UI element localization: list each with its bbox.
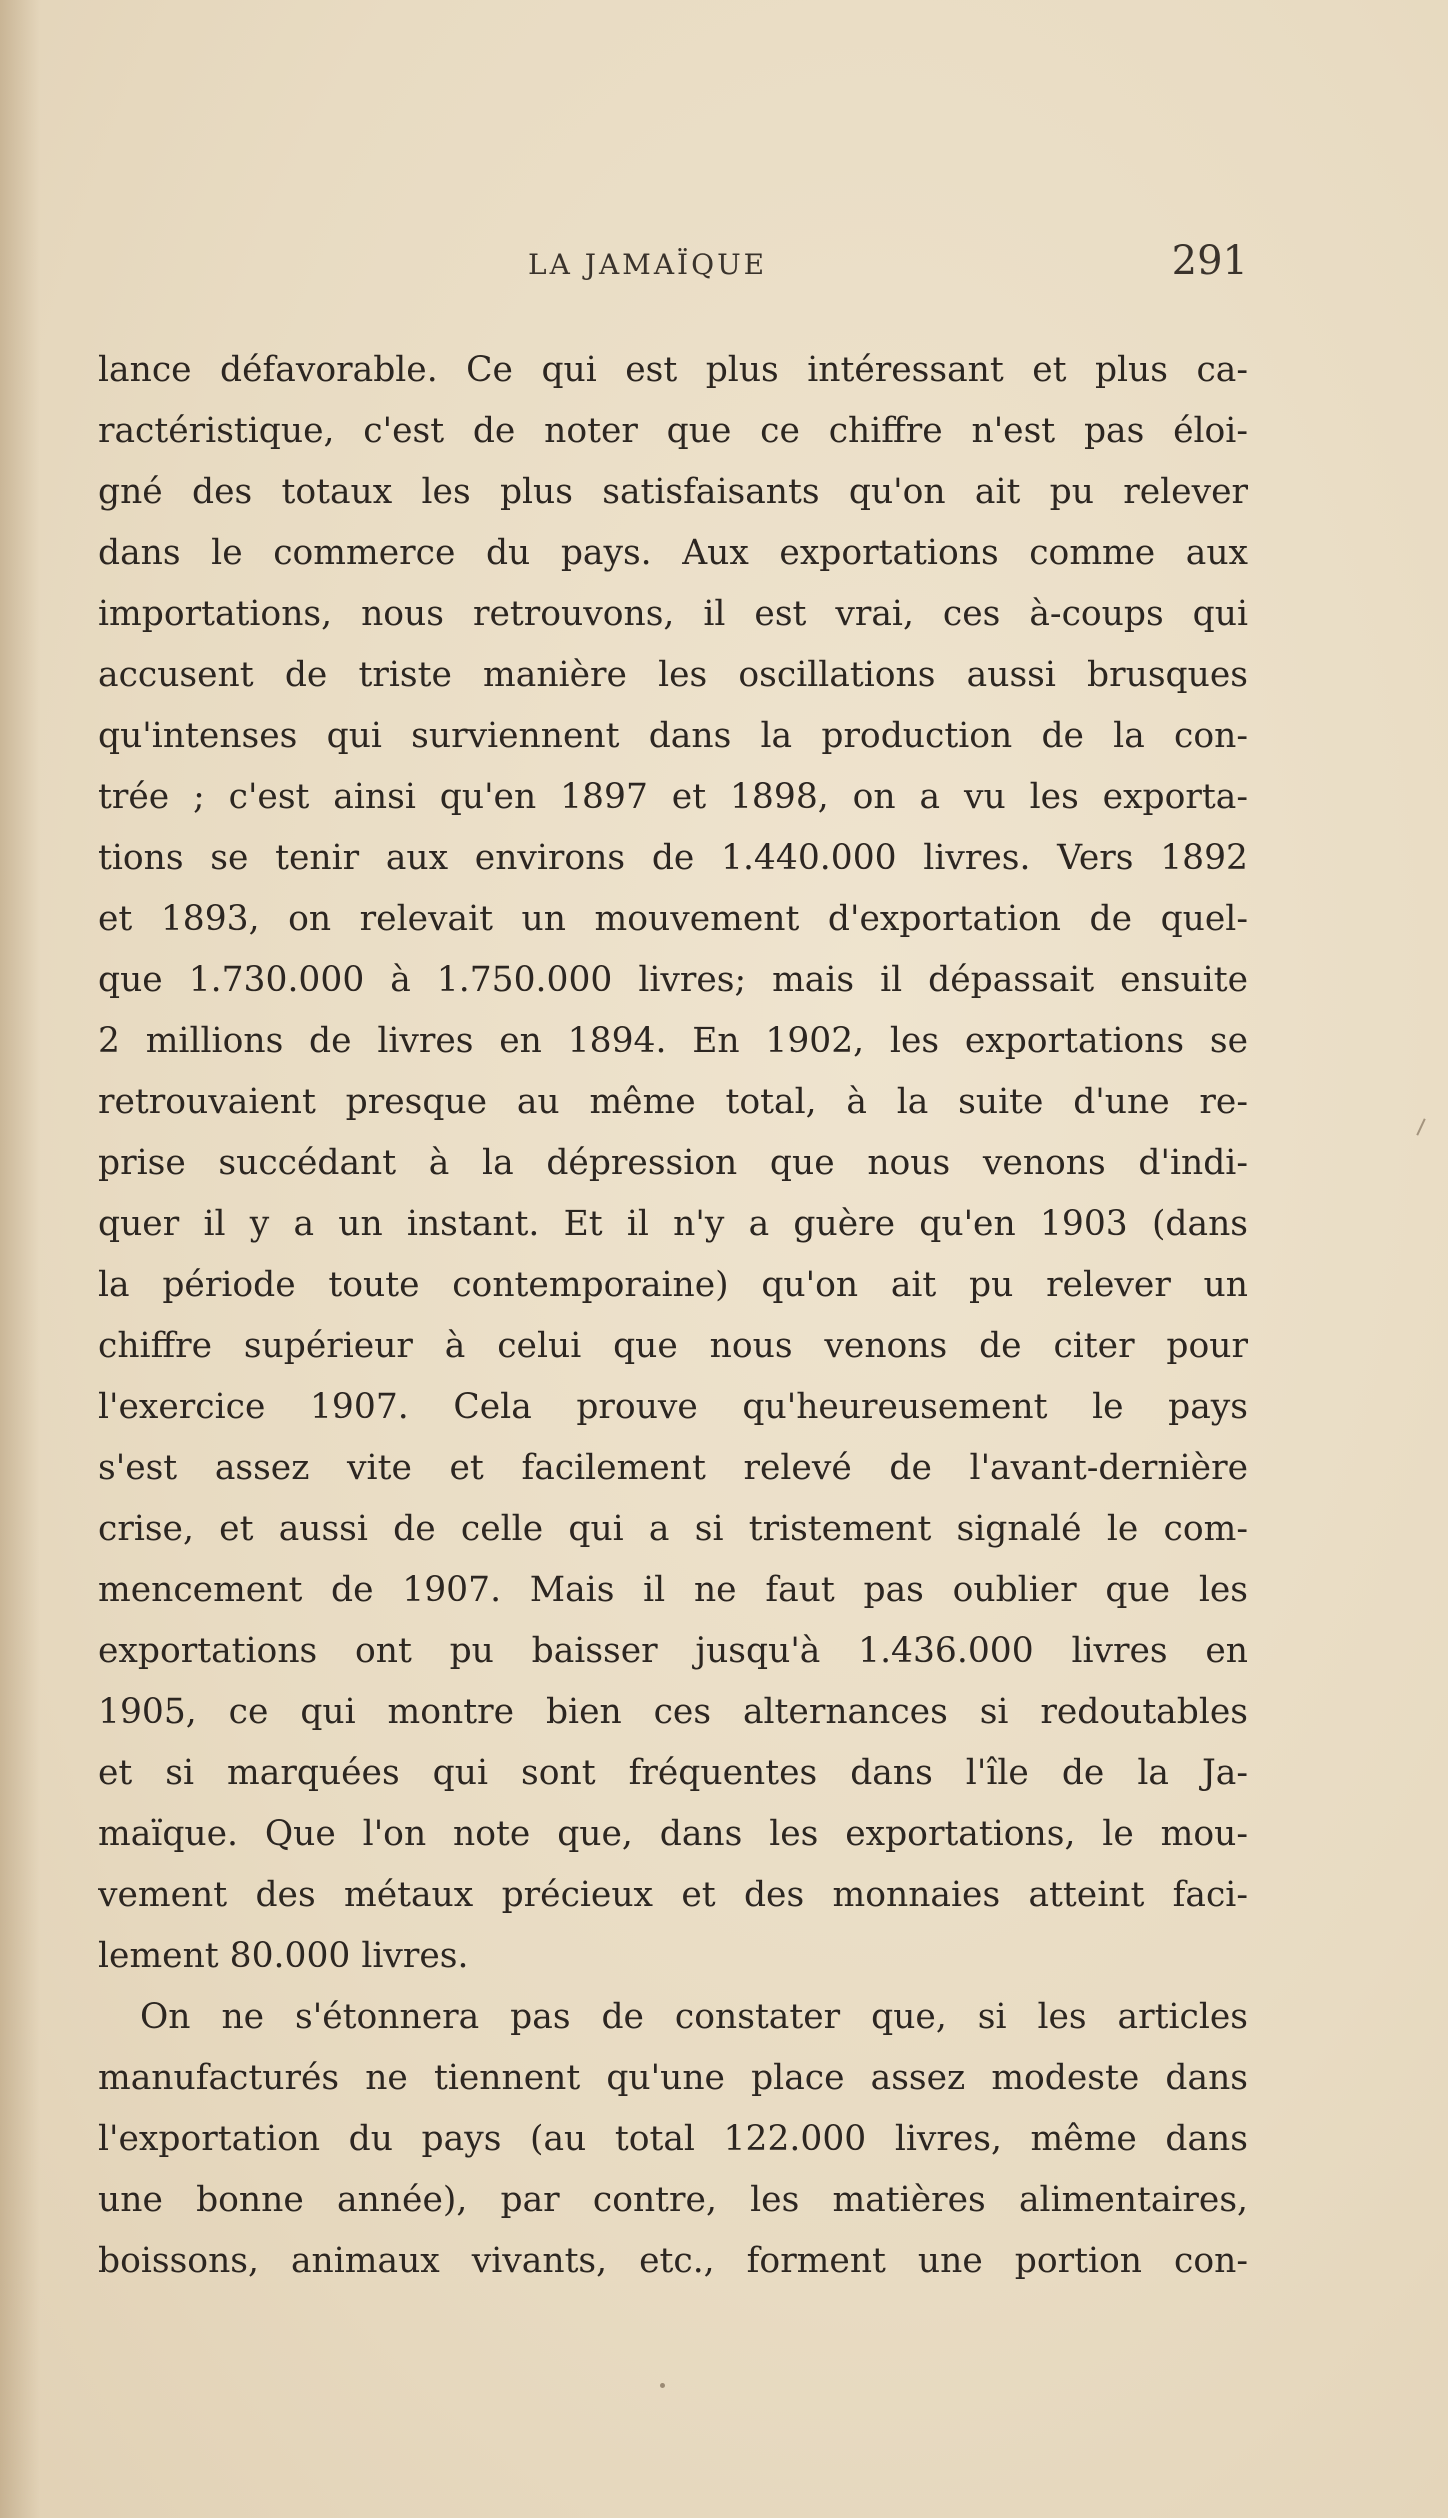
text-line: crise, et aussi de celle qui a si tristement signalé le com-: [98, 1509, 1248, 1549]
running-head: LA JAMAÏQUE: [528, 248, 768, 281]
text-line: On ne s'étonnera pas de constater que, si les articles: [140, 1997, 1248, 2037]
page-header: [98, 238, 1248, 288]
text-line: accusent de triste manière les oscillations aussi brusques: [98, 655, 1248, 695]
text-line: boissons, animaux vivants, etc., forment une portion con-: [98, 2241, 1248, 2281]
page-number: 291: [1171, 238, 1248, 284]
text-line: retrouvaient presque au même total, à la suite d'une re-: [98, 1082, 1248, 1122]
text-line: lance défavorable. Ce qui est plus intéressant et plus ca-: [98, 350, 1248, 390]
text-line: une bonne année), par contre, les matières alimentaires,: [98, 2180, 1248, 2220]
paper-speck: [660, 2383, 665, 2388]
text-line: quer il y a un instant. Et il n'y a guère qu'en 1903 (dans: [98, 1204, 1248, 1244]
text-line: gné des totaux les plus satisfaisants qu'on ait pu relever: [98, 472, 1248, 512]
text-line: vement des métaux précieux et des monnaies atteint faci-: [98, 1875, 1248, 1915]
text-line: mencement de 1907. Mais il ne faut pas oublier que les: [98, 1570, 1248, 1610]
text-line: 1905, ce qui montre bien ces alternances si redoutables: [98, 1692, 1248, 1732]
text-line: et 1893, on relevait un mouvement d'exportation de quel-: [98, 899, 1248, 939]
text-line: s'est assez vite et facilement relevé de l'avant-dernière: [98, 1448, 1248, 1488]
body-text: [98, 340, 1248, 2292]
text-line: exportations ont pu baisser jusqu'à 1.436.000 livres en: [98, 1631, 1248, 1671]
text-line: 2 millions de livres en 1894. En 1902, les exportations se: [98, 1021, 1248, 1061]
text-line: et si marquées qui sont fréquentes dans l'île de la Ja-: [98, 1753, 1248, 1793]
text-line: maïque. Que l'on note que, dans les exportations, le mou-: [98, 1814, 1248, 1854]
text-line: trée ; c'est ainsi qu'en 1897 et 1898, on a vu les exporta-: [98, 777, 1248, 817]
text-line: l'exercice 1907. Cela prouve qu'heureusement le pays: [98, 1387, 1248, 1427]
paragraph-1: [98, 340, 1248, 1987]
text-line: la période toute contemporaine) qu'on ait pu relever un: [98, 1265, 1248, 1305]
text-line: l'exportation du pays (au total 122.000 livres, même dans: [98, 2119, 1248, 2159]
margin-mark: [1416, 1118, 1425, 1135]
text-line: lement 80.000 livres.: [98, 1936, 469, 1976]
text-line: ractéristique, c'est de noter que ce chiffre n'est pas éloi-: [98, 411, 1248, 451]
text-line: importations, nous retrouvons, il est vrai, ces à-coups qui: [98, 594, 1248, 634]
text-line: chiffre supérieur à celui que nous venons de citer pour: [98, 1326, 1248, 1366]
text-line: tions se tenir aux environs de 1.440.000 livres. Vers 1892: [98, 838, 1248, 878]
text-line: prise succédant à la dépression que nous venons d'indi-: [98, 1143, 1248, 1183]
text-line: dans le commerce du pays. Aux exportations comme aux: [98, 533, 1248, 573]
text-line: manufacturés ne tiennent qu'une place assez modeste dans: [98, 2058, 1248, 2098]
text-line: que 1.730.000 à 1.750.000 livres; mais il dépassait ensuite: [98, 960, 1248, 1000]
paragraph-2: [98, 1987, 1248, 2292]
text-line: qu'intenses qui surviennent dans la production de la con-: [98, 716, 1248, 756]
